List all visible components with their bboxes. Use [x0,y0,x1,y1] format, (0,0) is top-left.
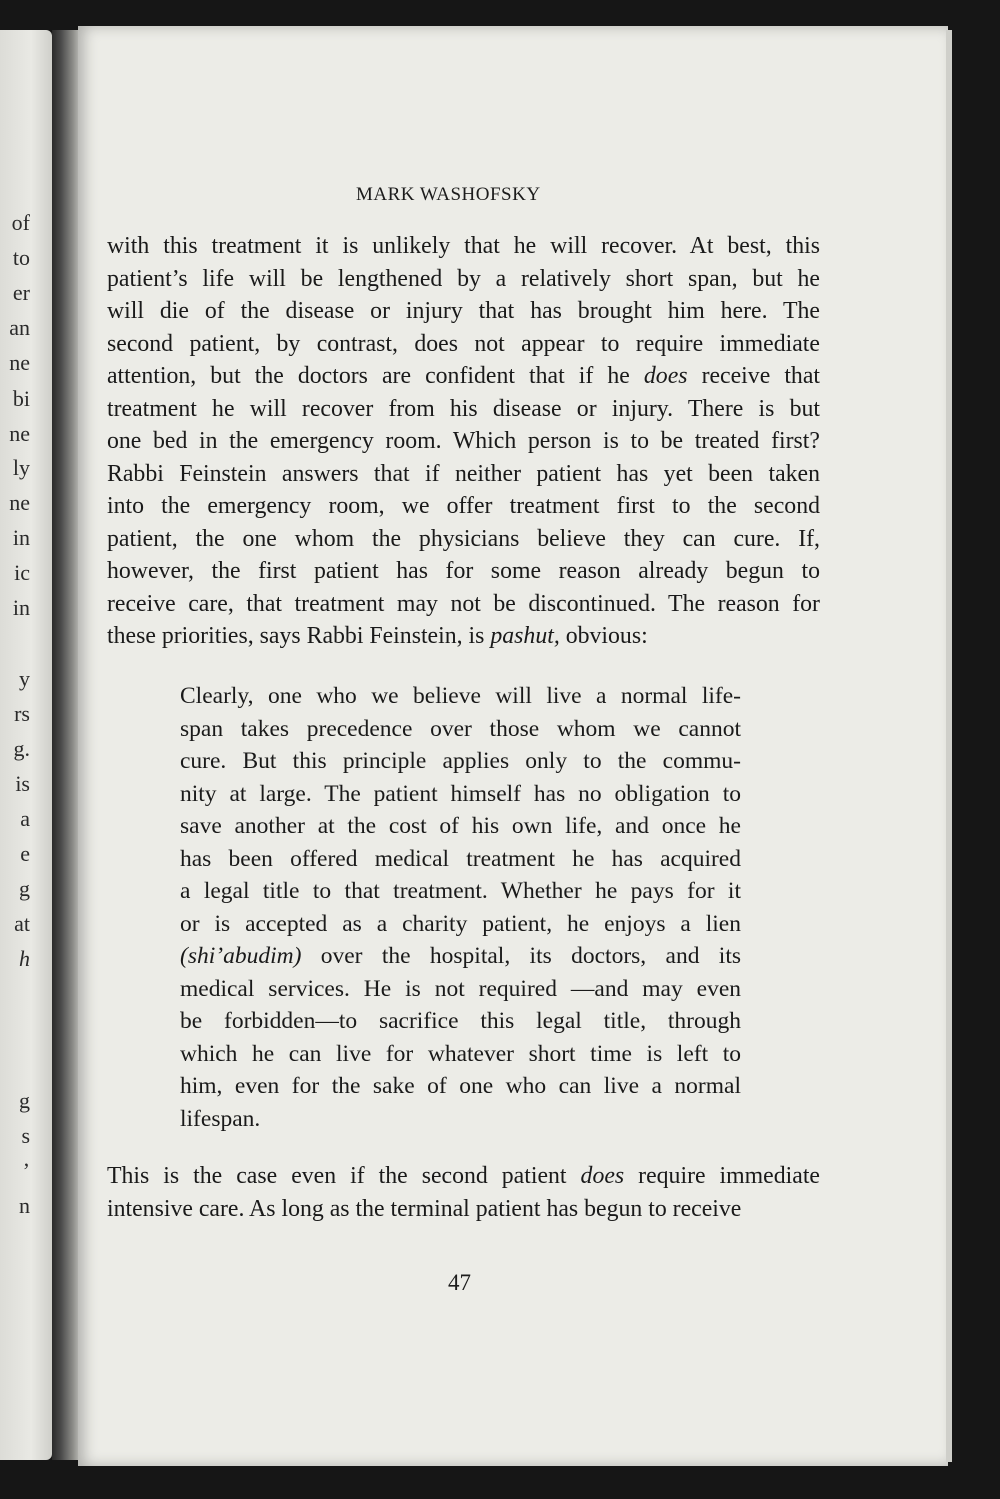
text-line: cure. But this principle applies only to the commu- [180,748,741,774]
text-line: or is accepted as a charity patient, he enjoys a lien [180,910,741,937]
text-line: patient’s life will be lengthened by a relatively short span, but he [107,265,820,292]
text-line: however, the first patient has for some reason already begun to [107,558,820,584]
facing-page-edge [0,30,52,1460]
text-line: patient, the one whom the physicians believe they can cure. If, [107,525,820,552]
facing-page-fragment: g [19,876,30,901]
text-line: nity at large. The patient himself has no obligation to [180,780,741,807]
facing-page-fragment: ’ [22,1158,30,1183]
block-quote [180,680,741,1135]
italic-term: does [580,1163,625,1189]
facing-page-fragment: in [12,525,30,550]
facing-page-fragment: ne [9,421,30,446]
facing-page-fragment: g. [13,736,30,761]
body-paragraph-1 [107,230,820,653]
facing-page-fragment: y [19,666,30,691]
running-head: MARK WASHOFSKY [356,184,541,205]
text-line: Clearly, one who we believe will live a normal life- [180,683,741,709]
text-line: receive care, that treatment may not be discontinued. The reason for [107,590,820,617]
text-line: attention, but the doctors are confident that if he does receive that [107,363,821,389]
page-edge [946,30,952,1462]
facing-page-fragment: ne [9,350,30,375]
text-line: be forbidden—to sacrifice this legal title, through [180,1008,741,1034]
text-line: medical services. He is not required —and may even [180,975,741,1002]
facing-page-fragment: h [19,946,30,971]
page-number: 47 [448,1270,471,1295]
text-line: these priorities, says Rabbi Feinstein, is pashut, obvious: [107,623,648,649]
facing-page-fragment: of [11,210,30,235]
text-line: which he can live for whatever short time is left to [180,1040,741,1067]
text-line: This is the case even if the second patient does require immediate [107,1163,820,1189]
italic-term: does [643,363,688,389]
facing-page-fragment: a [20,806,30,831]
body-paragraph-2 [107,1160,820,1225]
text-line: lifespan. [180,1105,261,1132]
italic-term: (shi’abudim) [180,943,302,969]
facing-page-fragment: s [21,1123,30,1148]
facing-page-fragment: an [9,315,30,340]
text-line: intensive care. As long as the terminal patient has begun to receive [107,1195,742,1222]
facing-page-fragment: at [14,911,30,936]
facing-page-fragment: is [15,771,30,796]
facing-page-fragment: ic [14,560,30,585]
text-line: into the emergency room, we offer treatment first to the second [107,493,820,519]
text-line: him, even for the sake of one who can live a normal [180,1073,741,1099]
text-line: one bed in the emergency room. Which person is to be treated first? [107,428,820,454]
text-line: save another at the cost of his own life, and once he [180,813,741,839]
text-line: treatment he will recover from his disease or injury. There is but [107,395,820,422]
text-line: Rabbi Feinstein answers that if neither patient has yet been taken [107,460,820,487]
text-line: will die of the disease or injury that has brought him here. The [107,298,820,324]
facing-page-fragment: ne [9,490,30,515]
facing-page-fragment: to [12,245,30,270]
text-line: (shi’abudim) over the hospital, its doctors, and its [180,943,741,969]
facing-page-fragment: rs [14,701,30,726]
italic-term: pashut, [490,623,560,649]
facing-page-fragment: in [12,595,30,620]
facing-page-fragment: g [19,1088,30,1113]
facing-page-fragment: n [19,1193,30,1218]
text-line: a legal title to that treatment. Whether he pays for it [180,878,741,904]
text-line: span takes precedence over those whom we cannot [180,715,741,742]
text-line: with this treatment it is unlikely that he will recover. At best, this [107,233,820,259]
facing-page-fragment: bi [12,386,30,411]
text-line: second patient, by contrast, does not appear to require immediate [107,330,820,357]
text-line: has been offered medical treatment he has acquired [180,845,741,872]
facing-page-fragment: er [12,280,30,305]
facing-page-fragment: e [20,841,30,866]
facing-page-fragment: ly [12,455,30,480]
